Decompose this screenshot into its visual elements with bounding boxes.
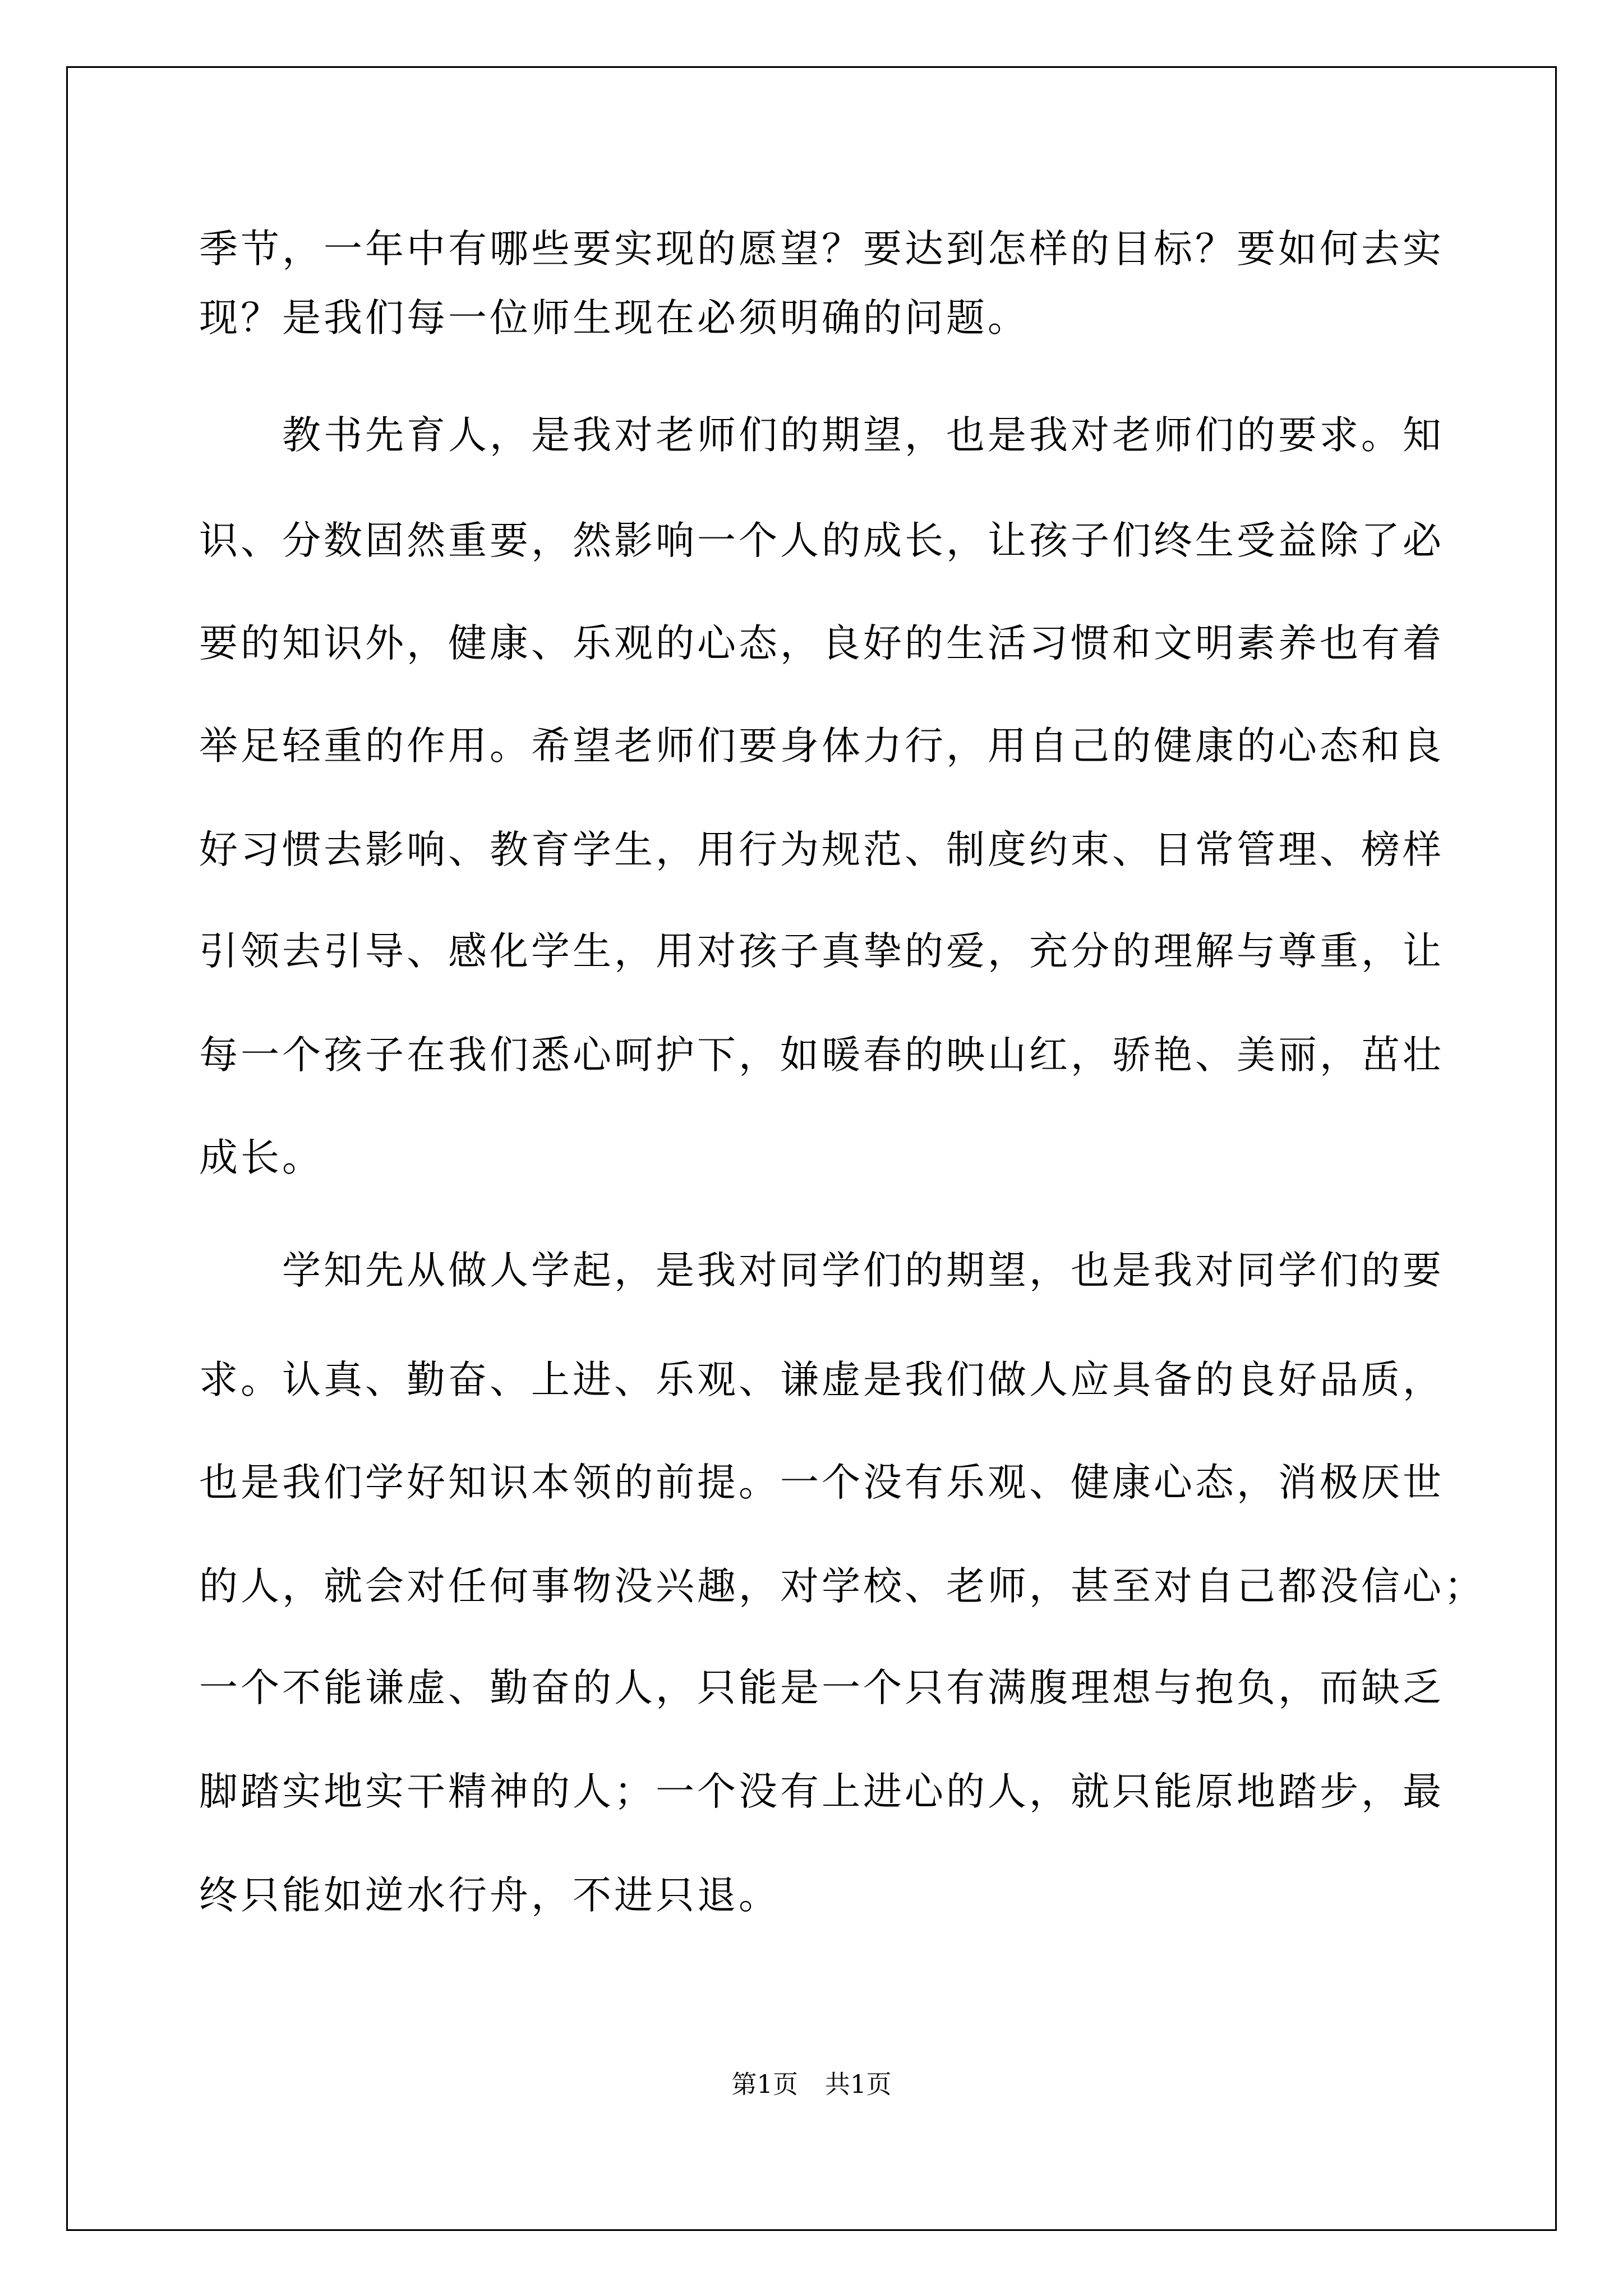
text-line: 季节，一年中有哪些要实现的愿望？要达到怎样的目标？要如何去实 (199, 227, 1444, 272)
text-line: 要的知识外，健康、乐观的心态，良好的生活习惯和文明素养也有着 (199, 621, 1444, 666)
text-line: 好习惯去影响、教育学生，用行为规范、制度约束、日常管理、榜样 (199, 827, 1444, 872)
page-footer (0, 2069, 1623, 2100)
page-total: 共1页 (825, 2069, 892, 2099)
text-line: 识、分数固然重要，然影响一个人的成长，让孩子们终生受益除了必 (199, 518, 1444, 563)
text-line: 一个不能谦虚、勤奋的人，只能是一个只有满腹理想与抱负，而缺乏 (199, 1665, 1444, 1710)
text-line: 终只能如逆水行舟，不进只退。 (199, 1873, 780, 1918)
text-line: 教书先育人，是我对老师们的期望，也是我对老师们的要求。知 (282, 413, 1444, 458)
text-line: 举足轻重的作用。希望老师们要身体力行，用自己的健康的心态和良 (199, 724, 1444, 769)
text-line: 的人，就会对任何事物没兴趣，对学校、老师，甚至对自己都没信心； (199, 1564, 1486, 1609)
text-line: 也是我们学好知识本领的前提。一个没有乐观、健康心态，消极厌世 (199, 1460, 1444, 1505)
text-line: 求。认真、勤奋、上进、乐观、谦虚是我们做人应具备的良好品质， (199, 1358, 1444, 1402)
text-line: 现？是我们每一位师生现在必须明确的问题。 (199, 296, 1029, 341)
text-line: 脚踏实地实干精神的人；一个没有上进心的人，就只能原地踏步，最 (199, 1769, 1444, 1814)
text-line: 每一个孩子在我们悉心呵护下，如暖春的映山红，骄艳、美丽，茁壮 (199, 1033, 1444, 1078)
page-number: 第1页 (731, 2069, 798, 2099)
text-line: 引领去引导、感化学生，用对孩子真挚的爱，充分的理解与尊重，让 (199, 929, 1444, 974)
text-line: 成长。 (199, 1135, 324, 1180)
text-line: 学知先从做人学起，是我对同学们的期望，也是我对同学们的要 (282, 1248, 1444, 1293)
